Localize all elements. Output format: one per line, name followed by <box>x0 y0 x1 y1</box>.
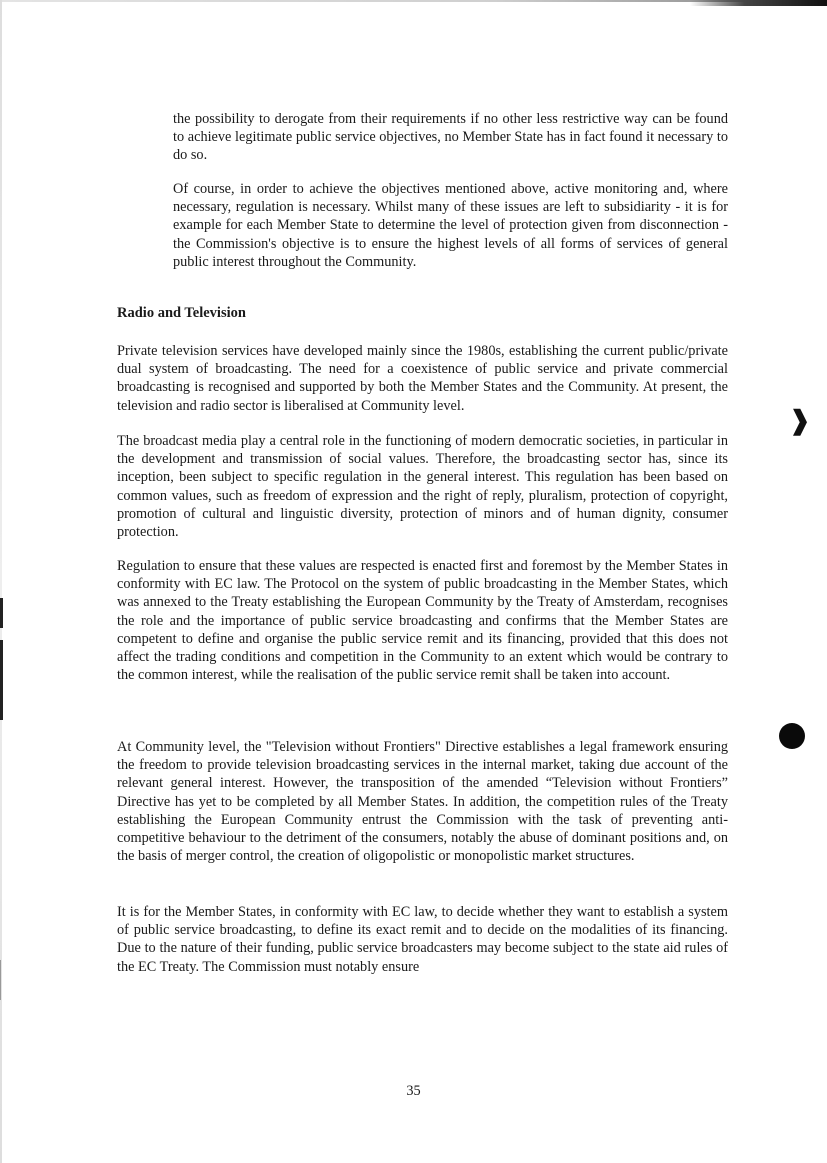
section-heading: Radio and Television <box>117 305 246 321</box>
binder-mark <box>0 640 3 720</box>
paragraph-3: Regulation to ensure that these values are respected is enacted first and foremost by the Member States in conformity with EC law. The Protocol on the system of public broadcasting in the Member States, which was annexed to the Treaty establishing the European Community by the Treaty of Amsterdam, recognises the role and the importance of public service broadcasting and confirms that the Member States are competent to define and organise the public service remit and its financing, provided that this does not affect the trading conditions and competition in the Community to an extent which would be contrary to the common interest, while the realisation of the public service remit shall be taken into account. <box>117 558 728 684</box>
binder-mark <box>0 598 3 628</box>
paragraph-indented-1: the possibility to derogate from their requirements if no other less restrictive way can be found to achieve legitimate public service objectives, no Member State has in fact found it necessary to do so. <box>173 111 728 164</box>
binder-mark <box>0 960 1 1000</box>
paragraph-5: It is for the Member States, in conformity with EC law, to decide whether they want to establish a system of public service broadcasting, to define its exact remit and to decide on the modalities of its financing. Due to the nature of their funding, public service broadcasters may become subject to the state aid rules of the EC Treaty. The Commission must notably ensure <box>117 904 728 975</box>
punch-hole-partial-icon: ❱ <box>789 406 811 435</box>
paragraph-2: The broadcast media play a central role in the functioning of modern democratic societies, in particular in the development and transmission of social values. Therefore, the broadcasting sector has, since its inception, been subject to specific regulation in the general interest. This regulation has been based on common values, such as freedom of expression and the right of reply, pluralism, protection of copyright, promotion of cultural and linguistic diversity, protection of minors and of human dignity, consumer protection. <box>117 433 728 541</box>
paragraph-1: Private television services have developed mainly since the 1980s, establishing the current public/private dual system of broadcasting. The need for a coexistence of public service and private commercial broadcasting is recognised and supported by both the Member States and the Community. At present, the television and radio sector is liberalised at Community level. <box>117 343 728 414</box>
paragraph-indented-2: Of course, in order to achieve the objectives mentioned above, active monitoring and, where necessary, regulation is necessary. Whilst many of these issues are left to subsidiarity - it is for example for each Member State to determine the level of protection given from disconnection - the Commission's objective is to ensure the highest levels of all forms of services of general public interest throughout the Community. <box>173 181 728 270</box>
scan-corner-shadow <box>690 0 827 6</box>
page-number: 35 <box>406 1083 421 1099</box>
paragraph-4: At Community level, the "Television without Frontiers" Directive establishes a legal framework ensuring the freedom to provide television broadcasting services in the internal market, taking due account of the relevant general interest. However, the transposition of the amended “Television without Frontiers” Directive has yet to be completed by all Member States. In addition, the competition rules of the Treaty establishing the European Community entrust the Commission with the task of preventing anti-competitive behaviour to the detriment of the consumers, notably the abuse of dominant positions and, on the basis of merger control, the creation of oligopolistic or monopolistic market structures. <box>117 739 728 865</box>
punch-hole-icon <box>779 723 805 749</box>
